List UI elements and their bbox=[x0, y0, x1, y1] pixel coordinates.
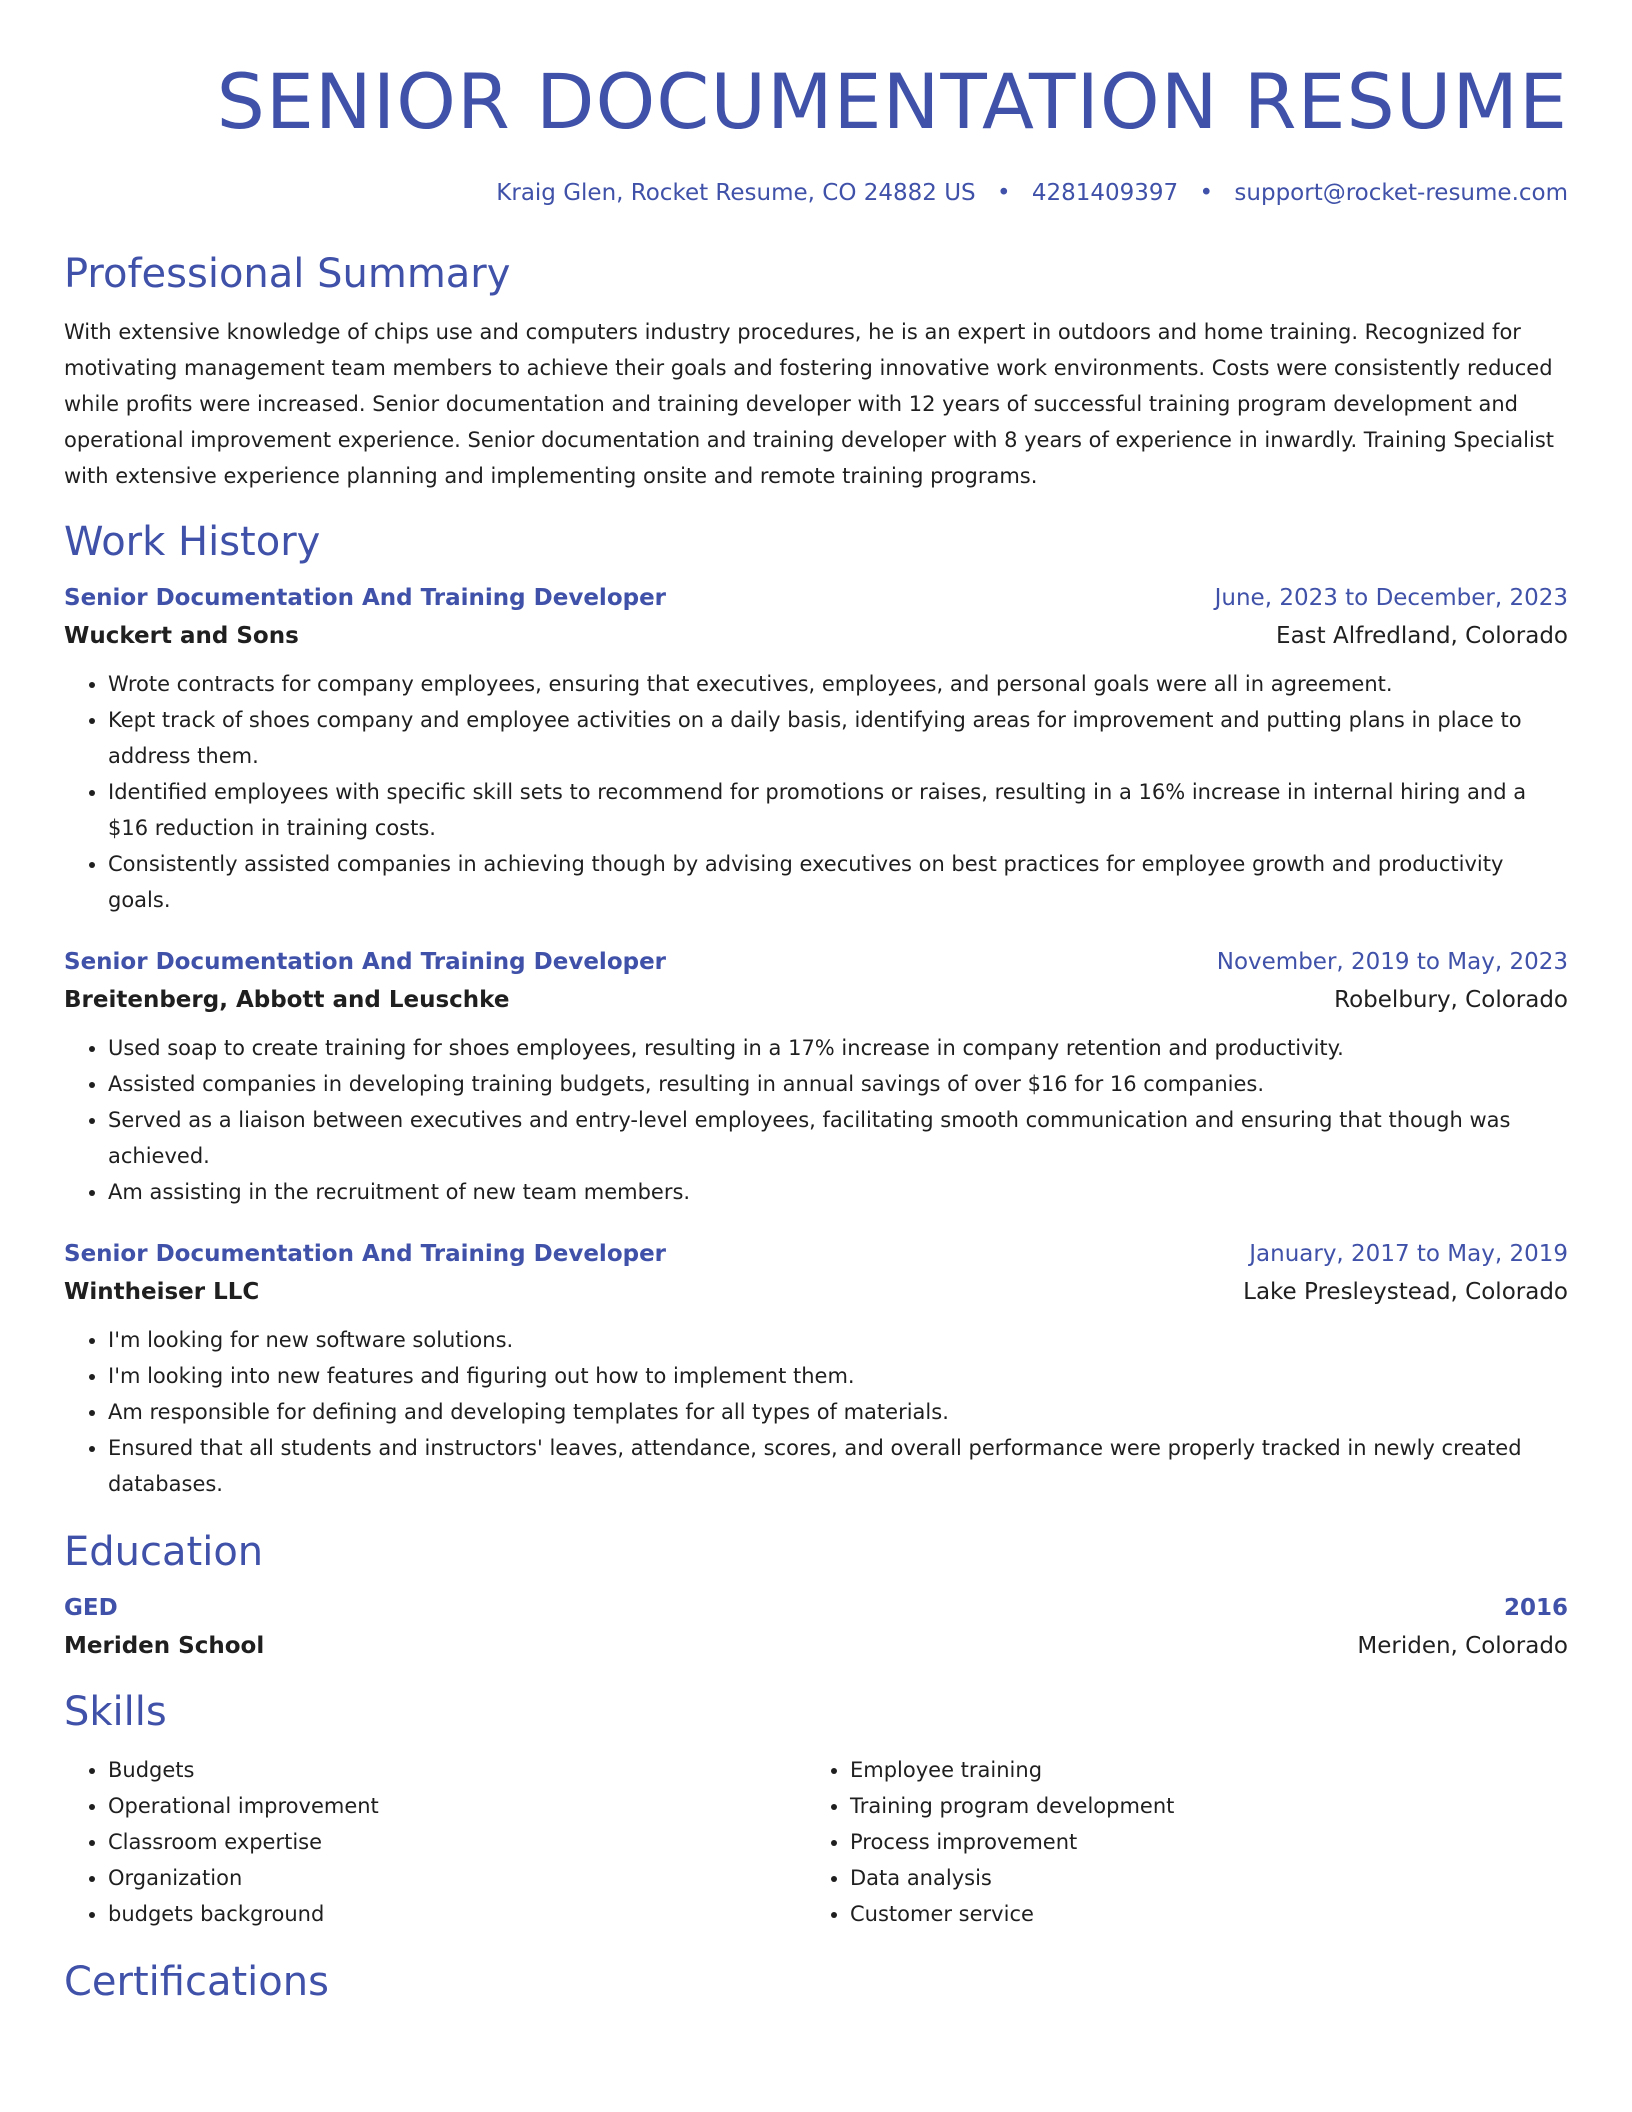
job-bullets bbox=[64, 1030, 1568, 1210]
skill-item: • Organization bbox=[108, 1860, 806, 1896]
education-degree-row bbox=[64, 1590, 1568, 1626]
job-bullets bbox=[64, 666, 1568, 918]
contact-separator: • bbox=[1199, 180, 1214, 206]
skills-list-right bbox=[806, 1752, 1548, 1932]
contact-phone[interactable]: 4281409397 bbox=[1031, 180, 1179, 206]
job-bullet: • Am responsible for defining and developing templates for all types of materials. bbox=[108, 1394, 1568, 1430]
job-dates: November, 2019 to May, 2023 bbox=[1216, 949, 1568, 975]
section-heading-summary: Professional Summary bbox=[64, 251, 511, 297]
contact-email[interactable]: support@rocket-resume.com bbox=[1234, 180, 1568, 206]
job-bullet: • Identified employees with specific skill sets to recommend for promotions or raises, resulting in a 16% increase in internal hiring and a $16 reduction in training costs. bbox=[108, 774, 1568, 846]
job-bullet: • Kept track of shoes company and employee activities on a daily basis, identifying areas for improvement and putting plans in place to address them. bbox=[108, 702, 1568, 774]
skill-item: • Customer service bbox=[850, 1896, 1548, 1932]
skill-item: • Process improvement bbox=[850, 1824, 1548, 1860]
resume-title: SENIOR DOCUMENTATION RESUME bbox=[216, 57, 1568, 146]
education-degree: GED bbox=[64, 1595, 118, 1621]
job-employer: Wuckert and Sons bbox=[64, 623, 299, 649]
job-header-row bbox=[64, 580, 1568, 616]
section-heading-skills: Skills bbox=[64, 1689, 167, 1735]
job-header-row bbox=[64, 1236, 1568, 1272]
job-entry bbox=[64, 944, 1568, 1210]
education-entry bbox=[64, 1590, 1568, 1666]
job-location: East Alfredland, Colorado bbox=[1276, 623, 1568, 649]
skills-list-left bbox=[64, 1752, 806, 1932]
contact-line bbox=[64, 176, 1568, 210]
job-bullets bbox=[64, 1322, 1568, 1502]
education-year: 2016 bbox=[1503, 1595, 1568, 1621]
job-bullet: • Used soap to create training for shoes employees, resulting in a 17% increase in company retention and productivity. bbox=[108, 1030, 1568, 1066]
job-location: Robelbury, Colorado bbox=[1334, 987, 1568, 1013]
job-bullet: • Assisted companies in developing training budgets, resulting in annual savings of over $16 for 16 companies. bbox=[108, 1066, 1568, 1102]
skill-item: • Classroom expertise bbox=[108, 1824, 806, 1860]
job-title: Senior Documentation And Training Developer bbox=[64, 949, 667, 975]
job-bullet: • Consistently assisted companies in achieving though by advising executives on best practices for employee growth and productivity goals. bbox=[108, 846, 1568, 918]
job-employer: Breitenberg, Abbott and Leuschke bbox=[64, 987, 510, 1013]
contact-address: Kraig Glen, Rocket Resume, CO 24882 US bbox=[496, 180, 976, 206]
job-title: Senior Documentation And Training Developer bbox=[64, 585, 667, 611]
job-employer-row bbox=[64, 980, 1568, 1020]
skill-item: • Data analysis bbox=[850, 1860, 1548, 1896]
job-location: Lake Presleystead, Colorado bbox=[1243, 1279, 1568, 1305]
job-dates: January, 2017 to May, 2019 bbox=[1249, 1241, 1568, 1267]
job-bullet: • Ensured that all students and instructors' leaves, attendance, scores, and overall performance were properly tracked in newly created databases. bbox=[108, 1430, 1568, 1502]
skill-item: • Operational improvement bbox=[108, 1788, 806, 1824]
education-school: Meriden School bbox=[64, 1633, 265, 1659]
skills-column-right bbox=[806, 1752, 1548, 1932]
skill-item: • Training program development bbox=[850, 1788, 1548, 1824]
contact-separator: • bbox=[996, 180, 1011, 206]
job-bullet: • Wrote contracts for company employees, ensuring that executives, employees, and personal goals were all in agreement. bbox=[108, 666, 1568, 702]
job-entry bbox=[64, 580, 1568, 918]
job-header-row bbox=[64, 944, 1568, 980]
skill-item: • Budgets bbox=[108, 1752, 806, 1788]
summary-text: With extensive knowledge of chips use and computers industry procedures, he is an expert in outdoors and home training. Recognized for motivating management team members to achieve their goals and fostering innovative work environments. Costs were consistently reduced while profits were increased. Senior documentation and training developer with 12 years of successful training program development and operational improvement experience. Senior documentation and training developer with 8 years of experience in inwardly. Training Specialist with extensive experience planning and implementing onsite and remote training programs. bbox=[64, 320, 1555, 488]
job-bullet: • I'm looking for new software solutions. bbox=[108, 1322, 1568, 1358]
job-dates: June, 2023 to December, 2023 bbox=[1214, 585, 1568, 611]
job-title: Senior Documentation And Training Developer bbox=[64, 1241, 667, 1267]
section-heading-education: Education bbox=[64, 1529, 264, 1575]
skill-item: • Employee training bbox=[850, 1752, 1548, 1788]
job-employer-row bbox=[64, 616, 1568, 656]
skills-grid bbox=[64, 1752, 1568, 1932]
job-bullet: • Served as a liaison between executives and entry-level employees, facilitating smooth communication and ensuring that though was achieved. bbox=[108, 1102, 1568, 1174]
job-bullet: • I'm looking into new features and figuring out how to implement them. bbox=[108, 1358, 1568, 1394]
education-location: Meriden, Colorado bbox=[1357, 1633, 1568, 1659]
job-bullet: • Am assisting in the recruitment of new team members. bbox=[108, 1174, 1568, 1210]
section-heading-certifications: Certifications bbox=[64, 1959, 329, 2005]
job-employer-row bbox=[64, 1272, 1568, 1312]
job-employer: Wintheiser LLC bbox=[64, 1279, 260, 1305]
skill-item: • budgets background bbox=[108, 1896, 806, 1932]
section-heading-work-history: Work History bbox=[64, 519, 321, 565]
skills-column-left bbox=[64, 1752, 806, 1932]
education-school-row bbox=[64, 1626, 1568, 1666]
job-entry bbox=[64, 1236, 1568, 1502]
